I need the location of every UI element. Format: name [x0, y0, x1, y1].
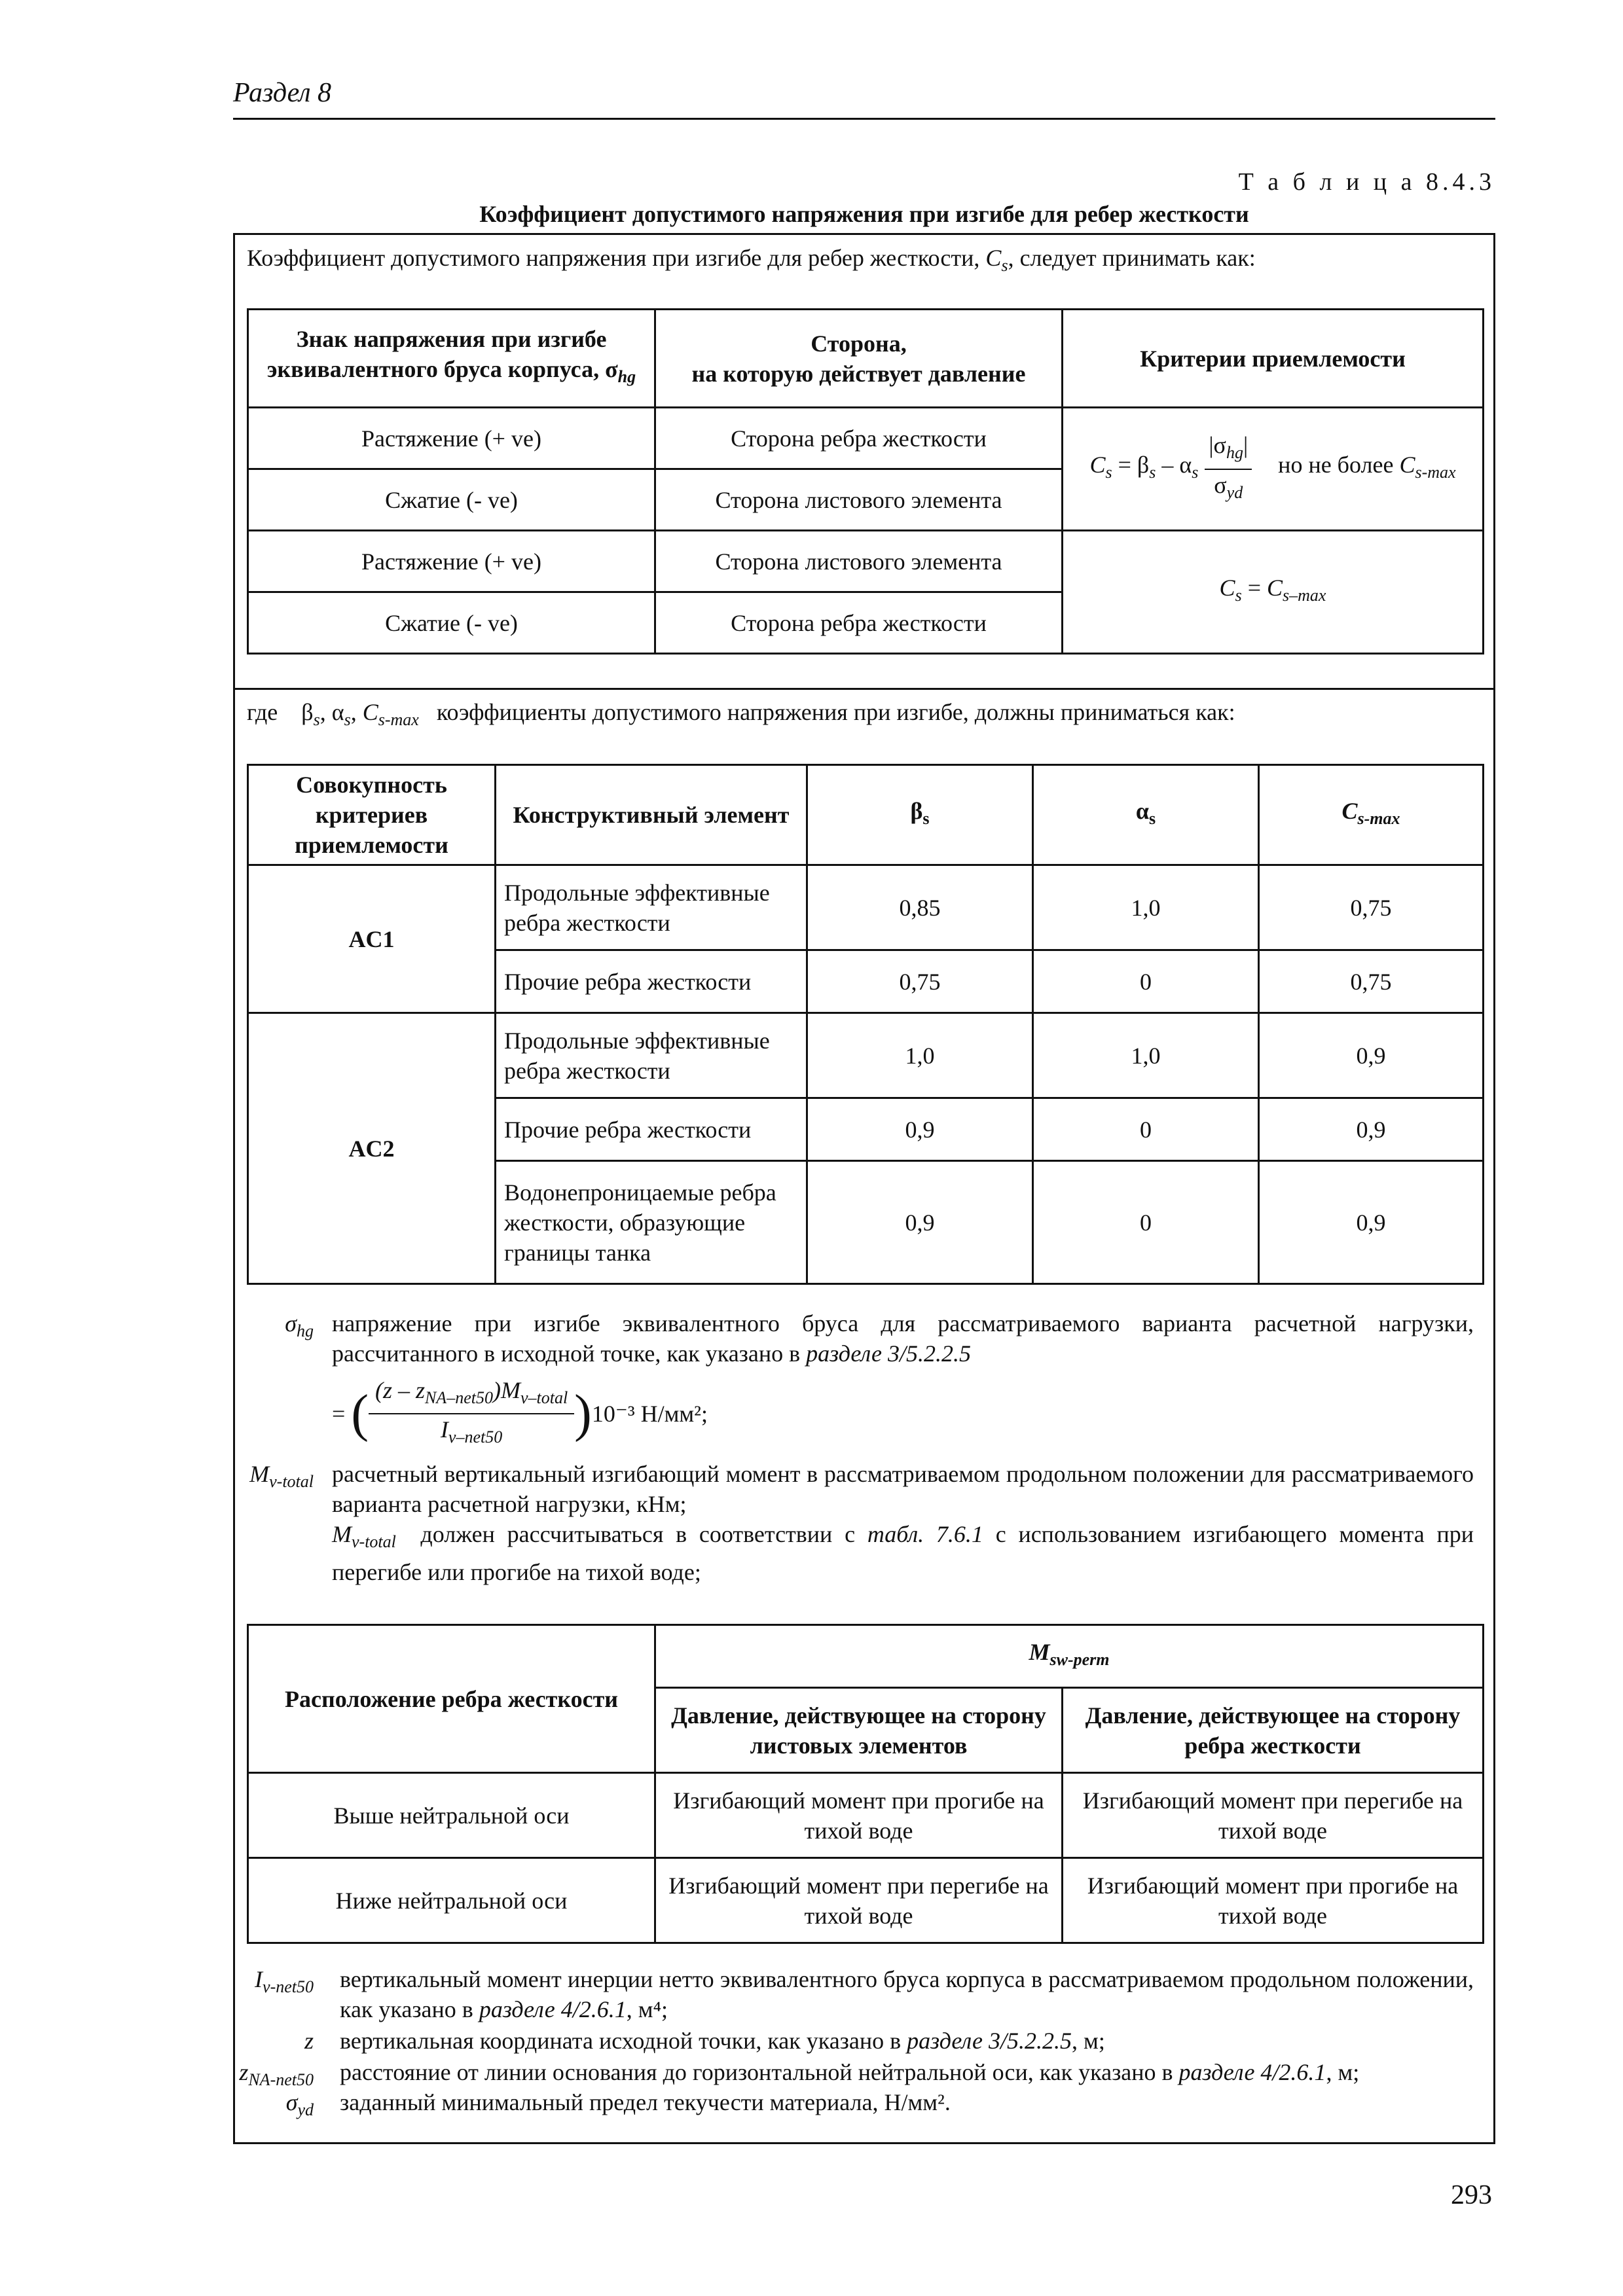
t3-row2-plating: Изгибающий момент при перегибе на тихой воде — [655, 1858, 1063, 1943]
t2-ac2-row1-beta: 1,0 — [807, 1013, 1033, 1098]
t2-ac1-row2-csmax: 0,75 — [1259, 950, 1484, 1013]
def-symbol-z-na: $z_{NA-net50}$ — [239, 2059, 314, 2090]
t2-header-beta: $\beta_s$ — [807, 765, 1033, 865]
t2-ac1-row1-alpha: 1,0 — [1033, 865, 1259, 950]
t1-header-side: Сторона, на которую действует давление — [655, 310, 1063, 408]
t3-row2-location: Ниже нейтральной оси — [248, 1858, 655, 1943]
def-symbol-sigma-yd: $\sigma_{yd}$ — [285, 2089, 314, 2120]
t1-row2-side: Сторона листового элемента — [655, 469, 1063, 531]
def-i-vnet50-unit: , м⁴; — [626, 1996, 668, 2022]
where-body: коэффициенты допустимого напряжения при изгибе, должны приниматься как: — [436, 699, 1235, 725]
def-m-vtotal-note-b: с использованием изгибающего момента при перегибе или прогибе на тихой воде; — [332, 1521, 1474, 1586]
t2-ac2-row2-alpha: 0 — [1033, 1098, 1259, 1161]
def-sigma-hg — [332, 1308, 1474, 1369]
t2-ac2-row2-element: Прочие ребра жесткости — [496, 1098, 807, 1161]
where-prefix: где — [247, 699, 278, 725]
def-z-na-unit: , м; — [1326, 2059, 1360, 2085]
t2-header-csmax: $C_{s-max}$ — [1259, 765, 1484, 865]
t2-ac2-row1-csmax: 0,9 — [1259, 1013, 1484, 1098]
main-frame — [233, 233, 1495, 2144]
def-m-vtotal: расчетный вертикальный изгибающий момент в рассматриваемом продольном положении для рассматриваемого варианта расчетной нагрузки, кНм; — [332, 1461, 1474, 1517]
t2-ac2-row3-alpha: 0 — [1033, 1161, 1259, 1284]
t2-header-set: Совокупность критериев приемлемости — [248, 765, 496, 865]
t2-ac2-row2-beta: 0,9 — [807, 1098, 1033, 1161]
t2-header-element: Конструктивный элемент — [496, 765, 807, 865]
def-z-unit: , м; — [1072, 2028, 1105, 2054]
t2-ac1-row2-alpha: 0 — [1033, 950, 1259, 1013]
t3-header-stiffener: Давление, действующее на сторону ребра жесткости — [1063, 1688, 1484, 1773]
formula-sigma-hg: = ( $(z - z_{NA-net50})M_{v-total}$ $I_{v-net50}$ ) 10⁻³ Н/мм²; — [332, 1375, 708, 1452]
t1-row1-sign: Растяжение (+ ve) — [248, 408, 655, 469]
table-title: Коэффициент допустимого напряжения при изгибе для ребер жесткости — [479, 201, 1249, 227]
def-z-na — [340, 2057, 1474, 2087]
msw-perm-table — [247, 1624, 1484, 1944]
t1-formula1: $C_s = \beta_s - \alpha_s$ $|\sigma_{hg}|$ $\sigma_{yd}$ но не более $C_{s-max}$ — [1063, 408, 1484, 531]
t2-ac2-row3-element: Водонепроницаемые ребра жесткости, образующие границы танка — [496, 1161, 807, 1284]
t1-criterion-note: но не более — [1278, 452, 1394, 478]
header-rule — [233, 118, 1495, 120]
criteria-table — [247, 308, 1484, 655]
t3-header-msw: $M_{sw-perm}$ — [655, 1625, 1484, 1688]
t2-ac2-row3-beta: 0,9 — [807, 1161, 1033, 1284]
t1-formula2: $C_s = C_{s-max}$ — [1063, 531, 1484, 654]
t3-row1-plating: Изгибающий момент при прогибе на тихой воде — [655, 1773, 1063, 1858]
def-symbol-m-vtotal: $M_{v-total}$ — [249, 1461, 314, 1492]
t2-group-ac2: AC2 — [248, 1013, 496, 1284]
def-symbol-z: z — [304, 2028, 314, 2054]
t1-row2-sign: Сжатие (- ve) — [248, 469, 655, 531]
t3-row1-stiffener: Изгибающий момент при перегибе на тихой воде — [1063, 1773, 1484, 1858]
def-z — [340, 2026, 1474, 2056]
def-z-na-ref: разделе 4/2.6.1 — [1178, 2059, 1326, 2085]
def-m-vtotal-note: $M_{v-total}$ должен рассчитываться в соответствии с табл. 7.6.1 с использованием изгибающего момента при перегибе или прогибе на тихой воде; — [332, 1521, 1474, 1586]
t1-row1-side: Сторона ребра жесткости — [655, 408, 1063, 469]
table-number: Т а б л и ц а 8.4.3 — [1238, 168, 1495, 196]
t1-row3-side: Сторона листового элемента — [655, 531, 1063, 592]
t2-ac1-row2-element: Прочие ребра жесткости — [496, 950, 807, 1013]
def-symbol-i-vnet50: $I_{v-net50}$ — [255, 1966, 314, 1997]
t2-ac1-row1-csmax: 0,75 — [1259, 865, 1484, 950]
t1-header-sign: Знак напряжения при изгибе эквивалентного бруса корпуса, $\sigma_{hg}$ — [248, 310, 655, 408]
t2-group-ac1: AC1 — [248, 865, 496, 1013]
t3-header-plating: Давление, действующее на сторону листовых элементов — [655, 1688, 1063, 1773]
t2-header-alpha: $\alpha_s$ — [1033, 765, 1259, 865]
page-number: 293 — [1451, 2180, 1492, 2210]
t2-ac2-row1-element: Продольные эффективные ребра жесткости — [496, 1013, 807, 1098]
page-header-section: Раздел 8 — [233, 78, 332, 108]
def-z-ref: разделе 3/5.2.2.5 — [907, 2028, 1072, 2054]
def-i-vnet50 — [340, 1964, 1474, 2024]
def-m-vtotal-note-a: должен рассчитываться в соответствии с — [420, 1521, 856, 1547]
def-m-vtotal-note-ref: табл. 7.6.1 — [867, 1521, 983, 1547]
t2-ac2-row2-csmax: 0,9 — [1259, 1098, 1484, 1161]
t3-header-location: Расположение ребра жесткости — [248, 1625, 655, 1773]
def-i-vnet50-ref: разделе 4/2.6.1 — [479, 1996, 627, 2022]
def-i-vnet50-text: вертикальный момент инерции нетто эквивалентного бруса корпуса в рассматриваемом продольном положении, как указано в — [340, 1966, 1474, 2022]
def-z-text: вертикальная координата исходной точки, как указано в — [340, 2028, 902, 2054]
t2-ac1-row1-element: Продольные эффективные ребра жесткости — [496, 865, 807, 950]
t2-ac1-row1-beta: 0,85 — [807, 865, 1033, 950]
t2-ac2-row1-alpha: 1,0 — [1033, 1013, 1259, 1098]
where-text: где $\beta_s$, $\alpha_s$, $C_{s-max}$ коэффициенты допустимого напряжения при изгибе, должны приниматься как: — [247, 699, 1235, 730]
t1-row3-sign: Растяжение (+ ve) — [248, 531, 655, 592]
t3-row2-stiffener: Изгибающий момент при прогибе на тихой воде — [1063, 1858, 1484, 1943]
def-sigma-hg-ref: разделе 3/5.2.2.5 — [806, 1340, 972, 1367]
t1-row4-side: Сторона ребра жесткости — [655, 592, 1063, 654]
t2-ac1-row2-beta: 0,75 — [807, 950, 1033, 1013]
def-symbol-sigma-hg: $\sigma_{hg}$ — [285, 1310, 314, 1341]
t3-row1-location: Выше нейтральной оси — [248, 1773, 655, 1858]
t1-header-criteria: Критерии приемлемости — [1063, 310, 1484, 408]
formula-tail: 10⁻³ Н/мм²; — [591, 1401, 708, 1427]
coefficients-table — [247, 764, 1484, 1285]
frame-divider — [235, 688, 1493, 690]
def-sigma-yd: заданный минимальный предел текучести материала, Н/мм². — [340, 2089, 951, 2115]
def-z-na-text: расстояние от линии основания до горизонтальной нейтральной оси, как указано в — [340, 2059, 1173, 2085]
t2-ac2-row3-csmax: 0,9 — [1259, 1161, 1484, 1284]
t1-row4-sign: Сжатие (- ve) — [248, 592, 655, 654]
def-sigma-hg-text: напряжение при изгибе эквивалентного бруса для рассматриваемого варианта расчетной нагрузки, рассчитанного в исходной точке, как указано в — [332, 1310, 1474, 1367]
intro-text: Коэффициент допустимого напряжения при изгибе для ребер жесткости, $C_s$, следует принимать как: — [247, 245, 1256, 276]
